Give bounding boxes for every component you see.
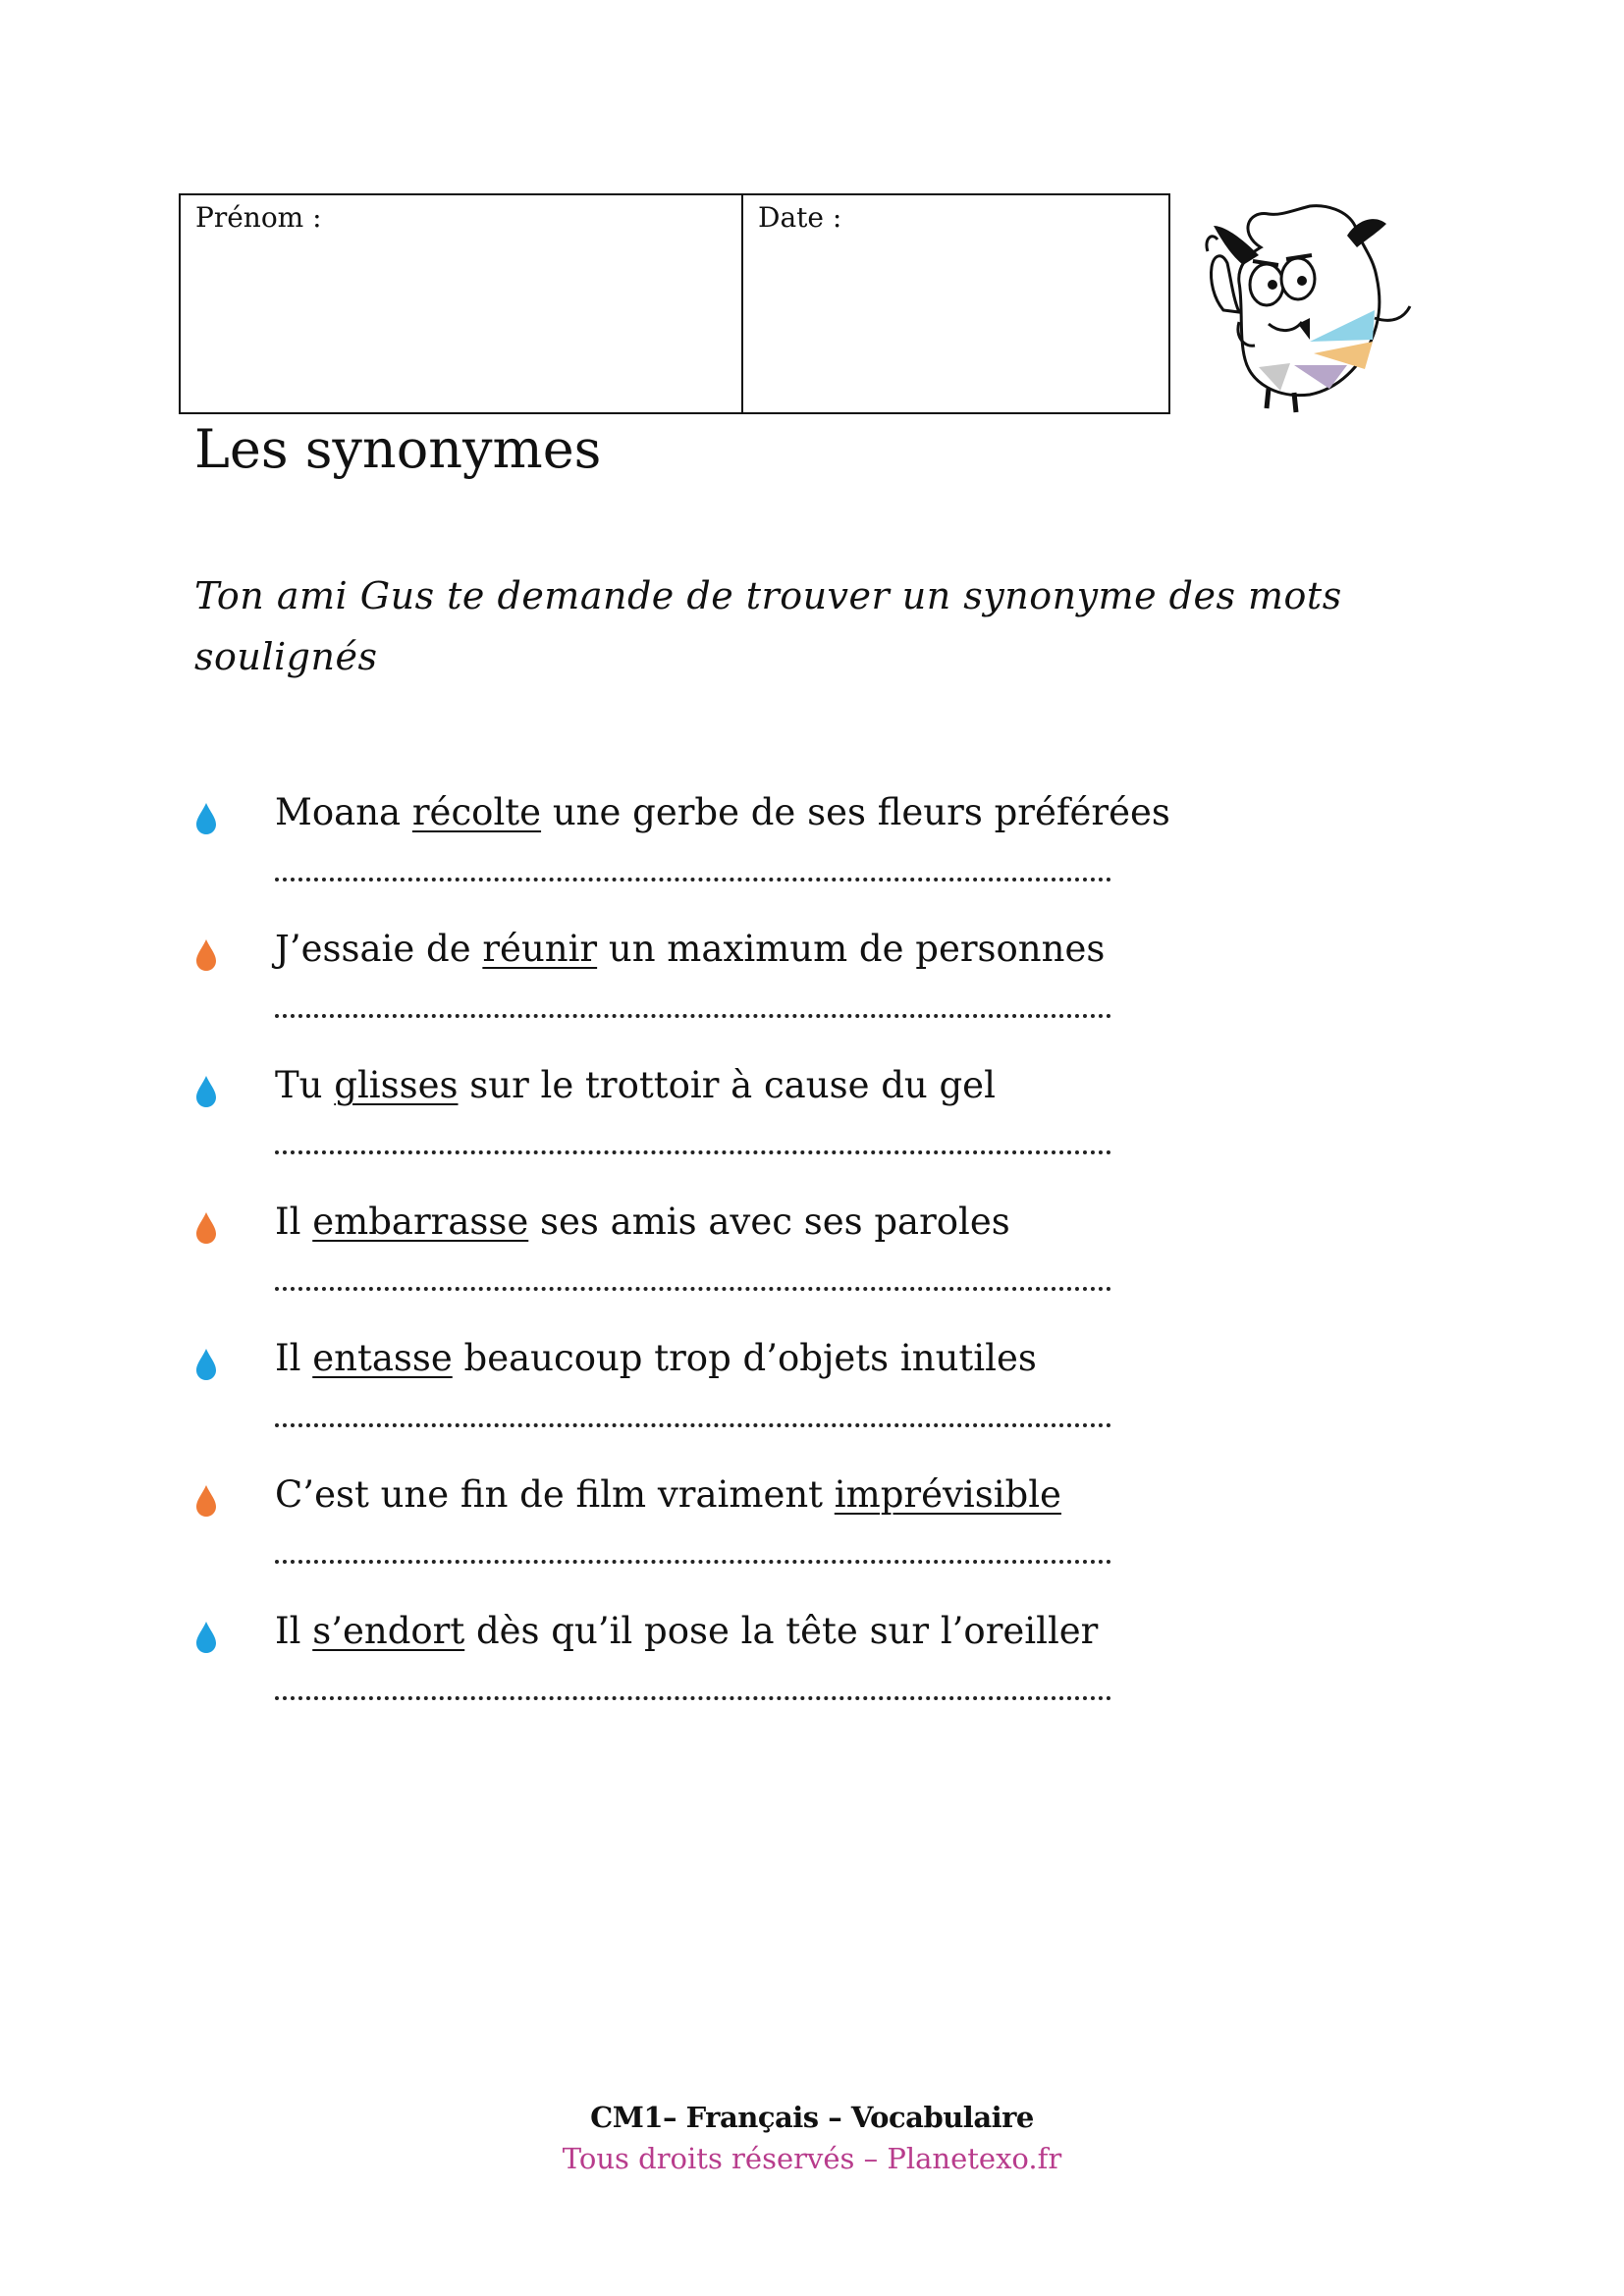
exercise-sentence: C’est une fin de film vraiment imprévisible [275,1473,1061,1516]
exercise-item [194,1337,1422,1473]
blue-drop-icon [194,1075,218,1108]
exercise-item [194,791,1422,928]
name-field[interactable] [181,195,743,412]
worksheet-title: Les synonymes [194,418,602,480]
name-label: Prénom : [195,201,322,234]
exercise-item [194,1064,1422,1201]
exercise-sentence: Moana récolte une gerbe de ses fleurs préférées [275,791,1170,833]
gus-mascot-illustration [1200,196,1416,417]
answer-line[interactable] [275,1696,1111,1700]
answer-line[interactable] [275,1014,1111,1018]
exercise-sentence: Tu glisses sur le trottoir à cause du gel [275,1064,996,1106]
underlined-word: glisses [334,1064,459,1106]
answer-line[interactable] [275,1423,1111,1427]
footer-subject: CM1– Français – Vocabulaire [590,2101,1034,2134]
date-label: Date : [758,201,842,234]
answer-line[interactable] [275,878,1111,881]
blue-drop-icon [194,1621,218,1654]
exercise-item [194,1473,1422,1610]
student-info-box [179,193,1170,414]
underlined-word: s’endort [312,1610,465,1652]
underlined-word: imprévisible [834,1473,1061,1516]
answer-line[interactable] [275,1287,1111,1291]
blue-drop-icon [194,802,218,835]
blue-drop-icon [194,1348,218,1381]
underlined-word: réunir [482,928,598,970]
exercise-sentence: Il s’endort dès qu’il pose la tête sur l’oreiller [275,1610,1099,1652]
date-field[interactable] [743,195,1168,412]
exercise-list [194,791,1422,1746]
exercise-item [194,1610,1422,1746]
answer-line[interactable] [275,1150,1111,1154]
exercise-sentence: J’essaie de réunir un maximum de personnes [275,928,1106,970]
orange-drop-icon [194,1484,218,1518]
orange-drop-icon [194,1211,218,1245]
answer-line[interactable] [275,1560,1111,1564]
exercise-sentence: Il entasse beaucoup trop d’objets inutiles [275,1337,1037,1379]
exercise-sentence: Il embarrasse ses amis avec ses paroles [275,1201,1010,1243]
underlined-word: entasse [312,1337,453,1379]
orange-drop-icon [194,938,218,972]
underlined-word: récolte [411,791,542,833]
instruction-text: Ton ami Gus te demande de trouver un synonyme des mots soulignés [194,574,1342,678]
underlined-word: embarrasse [312,1201,529,1243]
exercise-item [194,928,1422,1064]
exercise-item [194,1201,1422,1337]
footer-copyright: Tous droits réservés – Planetexo.fr [562,2142,1062,2175]
